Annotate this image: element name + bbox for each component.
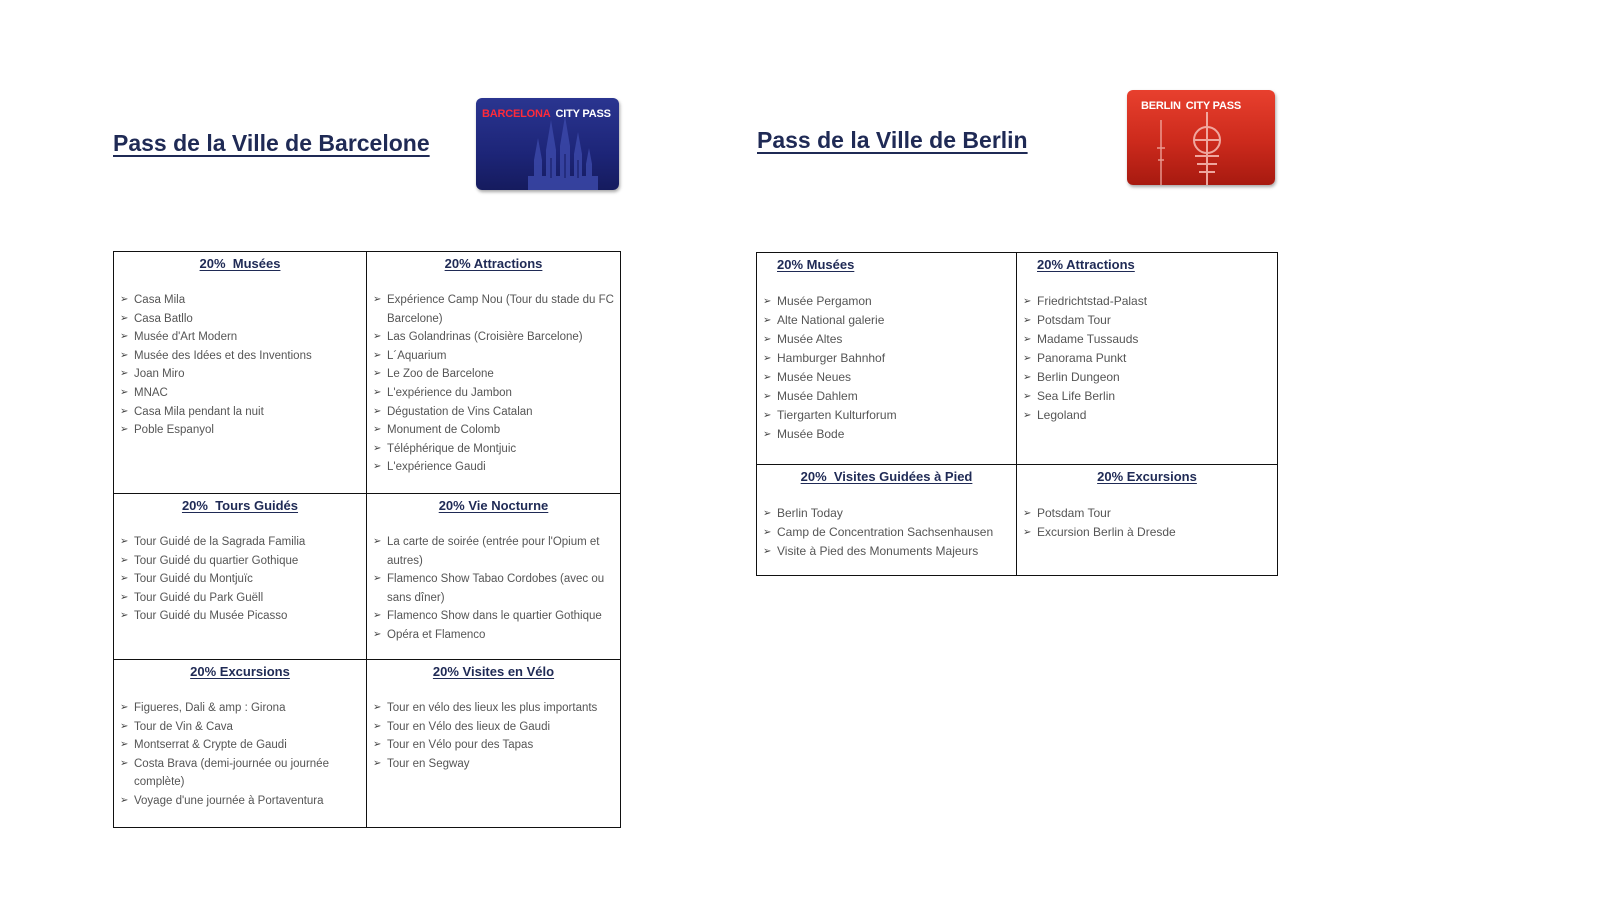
arrowhead-bullet-icon: ➢ bbox=[1023, 372, 1032, 383]
arrowhead-bullet-icon: ➢ bbox=[120, 536, 129, 547]
list-item bbox=[120, 570, 360, 589]
list-item bbox=[373, 607, 614, 626]
list-item-text: Potsdam Tour bbox=[1037, 313, 1111, 327]
list-item-text: Potsdam Tour bbox=[1037, 506, 1111, 520]
list-item bbox=[1023, 504, 1271, 523]
arrowhead-bullet-icon: ➢ bbox=[373, 536, 382, 547]
list-item bbox=[373, 699, 614, 718]
list-item-text: Voyage d'une journée à Portaventura bbox=[134, 794, 324, 807]
arrowhead-bullet-icon: ➢ bbox=[1023, 296, 1032, 307]
arrowhead-bullet-icon: ➢ bbox=[120, 610, 129, 622]
berlin-section bbox=[1017, 465, 1277, 575]
list-item-text: Tour en Segway bbox=[387, 757, 470, 770]
arrowhead-bullet-icon: ➢ bbox=[373, 610, 382, 622]
list-item bbox=[763, 387, 1010, 406]
list-item bbox=[120, 347, 360, 366]
section-title: 20% Visites en Vélo bbox=[432, 664, 555, 679]
section-items bbox=[763, 292, 1010, 444]
arrowhead-bullet-icon: ➢ bbox=[120, 349, 129, 361]
arrowhead-bullet-icon: ➢ bbox=[373, 405, 382, 417]
arrowhead-bullet-icon: ➢ bbox=[763, 315, 772, 326]
list-item-text: Figueres, Dali & amp : Girona bbox=[134, 702, 286, 714]
section-items bbox=[1023, 292, 1271, 425]
arrowhead-bullet-icon: ➢ bbox=[373, 424, 382, 436]
list-item-text: Poble Espanyol bbox=[134, 424, 214, 437]
list-item bbox=[120, 384, 360, 403]
list-item-text: L'expérience du Jambon bbox=[387, 386, 512, 399]
list-item-text: Musée Altes bbox=[777, 332, 843, 346]
list-item-text: MNAC bbox=[134, 386, 168, 399]
arrowhead-bullet-icon: ➢ bbox=[763, 353, 772, 364]
list-item bbox=[120, 736, 360, 755]
barcelona-title: Pass de la Ville de Barcelone bbox=[113, 130, 430, 156]
arrowhead-bullet-icon: ➢ bbox=[120, 591, 129, 603]
arrowhead-bullet-icon: ➢ bbox=[120, 294, 129, 305]
section-title: 20% Tours Guidés bbox=[181, 498, 299, 513]
list-item-text: Musée des Idées et des Inventions bbox=[134, 349, 312, 362]
list-item bbox=[763, 542, 1010, 561]
list-item bbox=[373, 570, 614, 607]
list-item-text: Tour Guidé du Park Guëll bbox=[134, 591, 264, 604]
list-item bbox=[763, 406, 1010, 425]
arrowhead-bullet-icon: ➢ bbox=[763, 410, 772, 421]
arrowhead-bullet-icon: ➢ bbox=[373, 702, 382, 713]
list-item bbox=[763, 349, 1010, 368]
list-item-text: Tour de Vin & Cava bbox=[134, 720, 233, 733]
list-item bbox=[373, 533, 614, 570]
section-items bbox=[120, 699, 360, 811]
arrowhead-bullet-icon: ➢ bbox=[1023, 315, 1032, 326]
section-title: 20% Vie Nocturne bbox=[438, 498, 549, 513]
list-item-text: Berlin Dungeon bbox=[1037, 370, 1120, 384]
arrowhead-bullet-icon: ➢ bbox=[763, 296, 772, 307]
list-item-text: Musée Dahlem bbox=[777, 389, 858, 403]
barcelona-card-label: BARCELONA CITY PASS bbox=[482, 108, 611, 120]
list-item bbox=[1023, 330, 1271, 349]
arrowhead-bullet-icon: ➢ bbox=[373, 442, 382, 454]
list-item-text: Las Golandrinas (Croisière Barcelone) bbox=[387, 331, 583, 344]
section-items bbox=[763, 504, 1010, 561]
berlin-card-label: BERLIN CITY PASS bbox=[1141, 100, 1242, 112]
arrowhead-bullet-icon: ➢ bbox=[373, 739, 382, 751]
berlin-title: Pass de la Ville de Berlin bbox=[757, 127, 1028, 153]
list-item-text: Tour en Vélo pour des Tapas bbox=[387, 739, 534, 752]
list-item bbox=[1023, 368, 1271, 387]
list-item bbox=[120, 607, 360, 626]
list-item bbox=[373, 755, 614, 774]
arrowhead-bullet-icon: ➢ bbox=[120, 386, 129, 398]
arrowhead-bullet-icon: ➢ bbox=[120, 794, 129, 806]
arrowhead-bullet-icon: ➢ bbox=[120, 312, 129, 324]
list-item-text: Dégustation de Vins Catalan bbox=[387, 405, 533, 418]
section-title: 20% Musées bbox=[777, 257, 855, 272]
barcelona-section bbox=[367, 494, 620, 660]
arrowhead-bullet-icon: ➢ bbox=[120, 757, 129, 769]
arrowhead-bullet-icon: ➢ bbox=[373, 294, 382, 305]
list-item bbox=[120, 328, 360, 347]
list-item bbox=[1023, 387, 1271, 406]
arrowhead-bullet-icon: ➢ bbox=[373, 573, 382, 585]
barcelona-offers-table bbox=[113, 251, 621, 828]
list-item-text: Tour Guidé du Montjuïc bbox=[134, 573, 253, 586]
list-item-text: Tour Guidé du Musée Picasso bbox=[134, 610, 288, 623]
arrowhead-bullet-icon: ➢ bbox=[120, 424, 129, 436]
list-item-text: Téléphérique de Montjuic bbox=[387, 442, 517, 455]
list-item bbox=[120, 792, 360, 811]
list-item bbox=[120, 718, 360, 737]
list-item-text: Musée d'Art Modern bbox=[134, 331, 238, 344]
list-item-text: Madame Tussauds bbox=[1037, 332, 1139, 346]
list-item bbox=[373, 347, 614, 366]
list-item-text: Tour Guidé du quartier Gothique bbox=[134, 554, 299, 567]
arrowhead-bullet-icon: ➢ bbox=[763, 391, 772, 402]
list-item bbox=[373, 626, 614, 645]
list-item-text: Montserrat & Crypte de Gaudi bbox=[134, 739, 287, 752]
list-item bbox=[763, 292, 1010, 311]
list-item bbox=[1023, 311, 1271, 330]
list-item bbox=[373, 403, 614, 422]
arrowhead-bullet-icon: ➢ bbox=[373, 331, 382, 343]
berlin-section bbox=[757, 465, 1017, 575]
section-title: 20% Attractions bbox=[444, 256, 543, 271]
berlin-city-pass-card bbox=[1127, 90, 1275, 185]
section-title: 20% Musées bbox=[199, 256, 281, 271]
list-item bbox=[120, 310, 360, 329]
arrowhead-bullet-icon: ➢ bbox=[763, 508, 772, 519]
arrowhead-bullet-icon: ➢ bbox=[1023, 410, 1032, 421]
arrowhead-bullet-icon: ➢ bbox=[373, 628, 382, 640]
list-item-text: Legoland bbox=[1037, 408, 1087, 422]
list-item bbox=[763, 311, 1010, 330]
barcelona-section bbox=[114, 494, 367, 660]
list-item-text: Flamenco Show Tabao Cordobes (avec ou sans dîner) bbox=[387, 573, 605, 604]
list-item-text: Berlin Today bbox=[777, 506, 843, 520]
list-item-text: Tour en Vélo des lieux de Gaudi bbox=[387, 720, 551, 733]
list-item-text: Casa Mila bbox=[134, 294, 186, 306]
berlin-section bbox=[1017, 253, 1277, 465]
list-item bbox=[763, 425, 1010, 444]
arrowhead-bullet-icon: ➢ bbox=[1023, 527, 1032, 538]
list-item bbox=[120, 403, 360, 422]
arrowhead-bullet-icon: ➢ bbox=[373, 720, 382, 732]
list-item-text: Alte National galerie bbox=[777, 313, 885, 327]
section-items bbox=[120, 533, 360, 626]
list-item-text: Casa Mila pendant la nuit bbox=[134, 405, 264, 418]
arrowhead-bullet-icon: ➢ bbox=[1023, 391, 1032, 402]
list-item-text: Musée Pergamon bbox=[777, 294, 872, 308]
list-item bbox=[373, 328, 614, 347]
list-item-text: Casa Batllo bbox=[134, 312, 193, 325]
list-item bbox=[763, 368, 1010, 387]
list-item bbox=[1023, 292, 1271, 311]
arrowhead-bullet-icon: ➢ bbox=[120, 554, 129, 566]
arrowhead-bullet-icon: ➢ bbox=[1023, 353, 1032, 364]
berlin-offers-table bbox=[756, 252, 1278, 576]
arrowhead-bullet-icon: ➢ bbox=[1023, 508, 1032, 519]
arrowhead-bullet-icon: ➢ bbox=[120, 739, 129, 751]
arrowhead-bullet-icon: ➢ bbox=[763, 372, 772, 383]
list-item bbox=[120, 552, 360, 571]
arrowhead-bullet-icon: ➢ bbox=[120, 573, 129, 585]
arrowhead-bullet-icon: ➢ bbox=[1023, 334, 1032, 345]
list-item-text: La carte de soirée (entrée pour l'Opium et autres) bbox=[387, 536, 600, 567]
list-item bbox=[120, 699, 360, 718]
berlin-section bbox=[757, 253, 1017, 465]
list-item bbox=[120, 589, 360, 608]
list-item-text: Sea Life Berlin bbox=[1037, 389, 1116, 403]
list-item-text: Tour en vélo des lieux les plus importants bbox=[387, 702, 598, 714]
section-items bbox=[373, 533, 614, 645]
list-item bbox=[120, 291, 360, 310]
list-item bbox=[373, 421, 614, 440]
arrowhead-bullet-icon: ➢ bbox=[763, 429, 772, 440]
section-items bbox=[373, 291, 614, 477]
list-item bbox=[373, 458, 614, 477]
section-items bbox=[1023, 504, 1271, 542]
arrowhead-bullet-icon: ➢ bbox=[120, 368, 129, 380]
list-item-text: L´Aquarium bbox=[387, 349, 447, 362]
barcelona-city-pass-card bbox=[476, 98, 619, 190]
list-item-text: Musée Bode bbox=[777, 427, 845, 441]
list-item bbox=[1023, 406, 1271, 425]
list-item bbox=[763, 523, 1010, 542]
section-title: 20% Excursions bbox=[1097, 469, 1197, 484]
list-item-text: Monument de Colomb bbox=[387, 424, 501, 437]
arrowhead-bullet-icon: ➢ bbox=[120, 331, 129, 343]
list-item-text: Costa Brava (demi-journée ou journée complète) bbox=[134, 757, 329, 789]
list-item bbox=[373, 291, 614, 328]
arrowhead-bullet-icon: ➢ bbox=[763, 546, 772, 557]
list-item bbox=[1023, 349, 1271, 368]
list-item bbox=[120, 533, 360, 552]
list-item bbox=[373, 736, 614, 755]
list-item-text: Tour Guidé de la Sagrada Familia bbox=[134, 536, 306, 548]
list-item-text: L'expérience Gaudi bbox=[387, 461, 486, 474]
list-item bbox=[763, 330, 1010, 349]
list-item-text: Le Zoo de Barcelone bbox=[387, 368, 494, 381]
list-item-text: Panorama Punkt bbox=[1037, 351, 1127, 365]
arrowhead-bullet-icon: ➢ bbox=[763, 334, 772, 345]
arrowhead-bullet-icon: ➢ bbox=[120, 720, 129, 732]
arrowhead-bullet-icon: ➢ bbox=[373, 368, 382, 380]
section-title: 20% Visites Guidées à Pied bbox=[800, 469, 973, 484]
section-title: 20% Attractions bbox=[1037, 257, 1135, 272]
list-item-text: Musée Neues bbox=[777, 370, 852, 384]
list-item-text: Visite à Pied des Monuments Majeurs bbox=[777, 544, 979, 558]
list-item bbox=[373, 365, 614, 384]
list-item-text: Tiergarten Kulturforum bbox=[777, 408, 897, 422]
list-item bbox=[120, 365, 360, 384]
arrowhead-bullet-icon: ➢ bbox=[120, 405, 129, 417]
list-item-text: Camp de Concentration Sachsenhausen bbox=[777, 525, 994, 539]
list-item-text: Friedrichtstad-Palast bbox=[1037, 294, 1148, 308]
section-items bbox=[120, 291, 360, 440]
list-item-text: Hamburger Bahnhof bbox=[777, 351, 886, 365]
list-item bbox=[1023, 523, 1271, 542]
arrowhead-bullet-icon: ➢ bbox=[373, 386, 382, 398]
arrowhead-bullet-icon: ➢ bbox=[120, 702, 129, 713]
list-item-text: Expérience Camp Nou (Tour du stade du FC Barcelone) bbox=[387, 294, 614, 325]
list-item bbox=[373, 440, 614, 459]
arrowhead-bullet-icon: ➢ bbox=[373, 461, 382, 473]
section-title: 20% Excursions bbox=[190, 664, 290, 679]
list-item-text: Joan Miro bbox=[134, 368, 185, 381]
list-item bbox=[373, 384, 614, 403]
arrowhead-bullet-icon: ➢ bbox=[763, 527, 772, 538]
list-item-text: Flamenco Show dans le quartier Gothique bbox=[387, 610, 602, 623]
list-item-text: Opéra et Flamenco bbox=[387, 628, 486, 641]
list-item bbox=[763, 504, 1010, 523]
section-items bbox=[373, 699, 614, 773]
barcelona-section bbox=[367, 252, 620, 494]
list-item bbox=[373, 718, 614, 737]
list-item bbox=[120, 755, 360, 792]
barcelona-section bbox=[114, 660, 367, 827]
barcelona-section bbox=[367, 660, 620, 827]
list-item-text: Excursion Berlin à Dresde bbox=[1037, 525, 1176, 539]
arrowhead-bullet-icon: ➢ bbox=[373, 349, 382, 361]
list-item bbox=[120, 421, 360, 440]
barcelona-section bbox=[114, 252, 367, 494]
arrowhead-bullet-icon: ➢ bbox=[373, 757, 382, 769]
